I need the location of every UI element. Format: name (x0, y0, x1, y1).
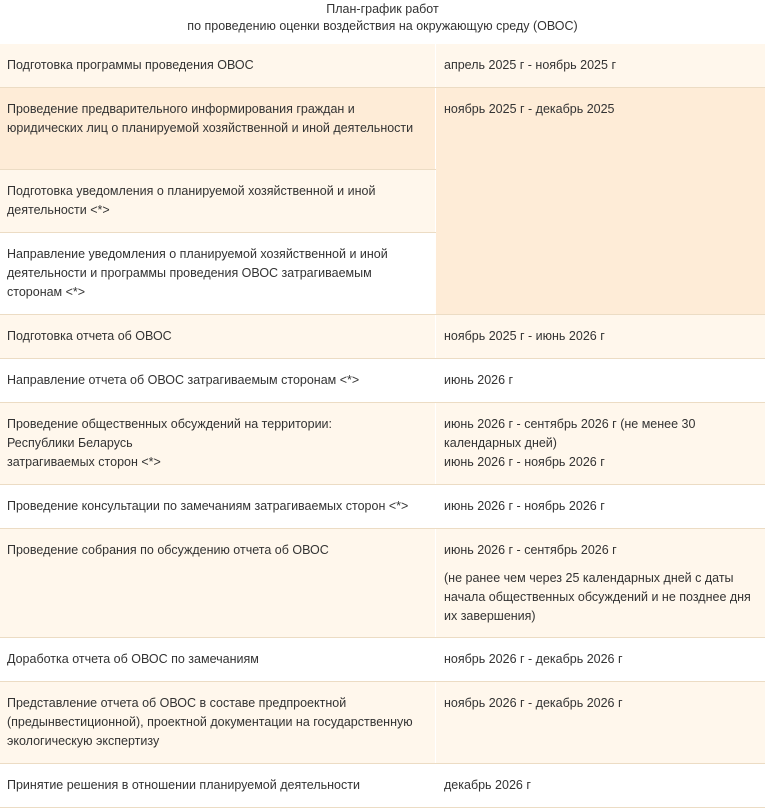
table-row (0, 529, 765, 638)
table-row (0, 485, 765, 529)
table-row (0, 359, 765, 403)
task-cell: Подготовка уведомления о планируемой хозяйственной и иной деятельности <*> (0, 170, 436, 233)
task-line: затрагиваемых сторон <*> (7, 453, 427, 472)
date-cell (436, 529, 765, 638)
task-cell (0, 403, 436, 485)
task-cell: Проведение предварительного информирования граждан и юридических лиц о планируемой хозяйственной и иной деятельности (0, 88, 436, 170)
date-cell: ноябрь 2025 г - декабрь 2025 (436, 88, 765, 315)
title-line-1: План-график работ (0, 1, 765, 18)
date-note: (не ранее чем через 25 календарных дней с даты начала общественных обсуждений и не позднее дня их завершения) (444, 569, 757, 626)
table-row (0, 44, 765, 88)
task-cell: Направление отчета об ОВОС затрагиваемым сторонам <*> (0, 359, 436, 403)
table-row (0, 764, 765, 808)
task-cell: Доработка отчета об ОВОС по замечаниям (0, 638, 436, 682)
task-line: Республики Беларусь (7, 434, 427, 453)
table-row (0, 315, 765, 359)
page-title (0, 0, 765, 44)
task-line: Проведение общественных обсуждений на территории: (7, 415, 427, 434)
date-cell: июнь 2026 г - ноябрь 2026 г (436, 485, 765, 529)
table-row (0, 638, 765, 682)
date-line: июнь 2026 г - сентябрь 2026 г (не менее 30 календарных дней) (444, 415, 757, 453)
date-line: июнь 2026 г - ноябрь 2026 г (444, 453, 757, 472)
schedule-table (0, 44, 765, 808)
task-cell: Направление уведомления о планируемой хозяйственной и иной деятельности и программы проведения ОВОС затрагиваемым сторонам <*> (0, 233, 436, 315)
task-cell: Проведение консультации по замечаниям затрагиваемых сторон <*> (0, 485, 436, 529)
table-row (0, 682, 765, 764)
date-line: июнь 2026 г - сентябрь 2026 г (444, 541, 757, 560)
date-cell: ноябрь 2026 г - декабрь 2026 г (436, 682, 765, 764)
task-cell: Принятие решения в отношении планируемой деятельности (0, 764, 436, 808)
date-cell: ноябрь 2025 г - июнь 2026 г (436, 315, 765, 359)
table-row (0, 403, 765, 485)
task-cell: Подготовка отчета об ОВОС (0, 315, 436, 359)
date-cell: ноябрь 2026 г - декабрь 2026 г (436, 638, 765, 682)
task-cell: Представление отчета об ОВОС в составе предпроектной (предынвестиционной), проектной документации на государственную экологическую экспертизу (0, 682, 436, 764)
date-cell: декабрь 2026 г (436, 764, 765, 808)
date-cell: апрель 2025 г - ноябрь 2025 г (436, 44, 765, 88)
title-line-2: по проведению оценки воздействия на окружающую среду (ОВОС) (0, 18, 765, 35)
date-cell (436, 403, 765, 485)
date-cell: июнь 2026 г (436, 359, 765, 403)
table-row (0, 88, 765, 170)
task-cell: Подготовка программы проведения ОВОС (0, 44, 436, 88)
task-cell: Проведение собрания по обсуждению отчета об ОВОС (0, 529, 436, 638)
